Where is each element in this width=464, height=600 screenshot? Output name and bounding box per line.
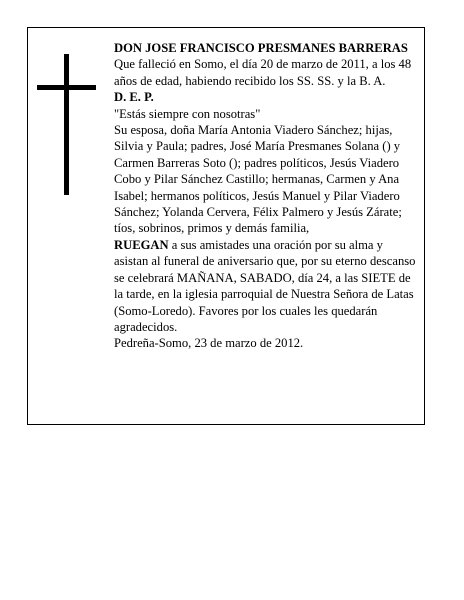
deceased-name: DON JOSE FRANCISCO PRESMANES BARRERAS (114, 41, 408, 55)
notice-text (114, 40, 420, 352)
death-info: Que falleció en Somo, el día 20 de marzo de 2011, a los 48 años de edad, habiendo recibido los SS. SS. y la B. A. (114, 57, 412, 88)
ruegan-paragraph (114, 237, 420, 335)
quote: "Estás siempre con nosotras" (114, 106, 261, 121)
place-date: Pedreña-Somo, 23 de marzo de 2012. (114, 336, 304, 351)
dep-heading: D. E. P. (114, 90, 154, 105)
ruegan-word: RUEGAN (114, 237, 169, 252)
family-list: Su esposa, doña María Antonia Viadero Sánchez; hijas, Silvia y Paula; padres, José María Presmanes Solana () y Carmen Barreras Soto (); padres políticos, Jesús Viadero Cobo y Pilar Sánchez Castillo; hermanas, Carmen y Ana Isabel; hermanos políticos, Jesús Manuel y Pilar Viadero Sánchez; Yolanda Cervera, Félix Palmero y Jesús Zárate; tíos, sobrinos, primos y demás familia, (114, 123, 402, 236)
ruegan-text: a sus amistades una oración por su alma y asistan al funeral de aniversario que, por su eterno descanso se celebrará MAÑANA, SABADO, día 24, a las SIETE de la tarde, en la iglesia parroquial de Nuestra Señora de Latas (Somo-Loredo). Favores por los cuales les quedarán agradecidos. (114, 237, 416, 334)
cross-horizontal-bar (37, 85, 96, 90)
cross-vertical-bar (64, 54, 69, 195)
